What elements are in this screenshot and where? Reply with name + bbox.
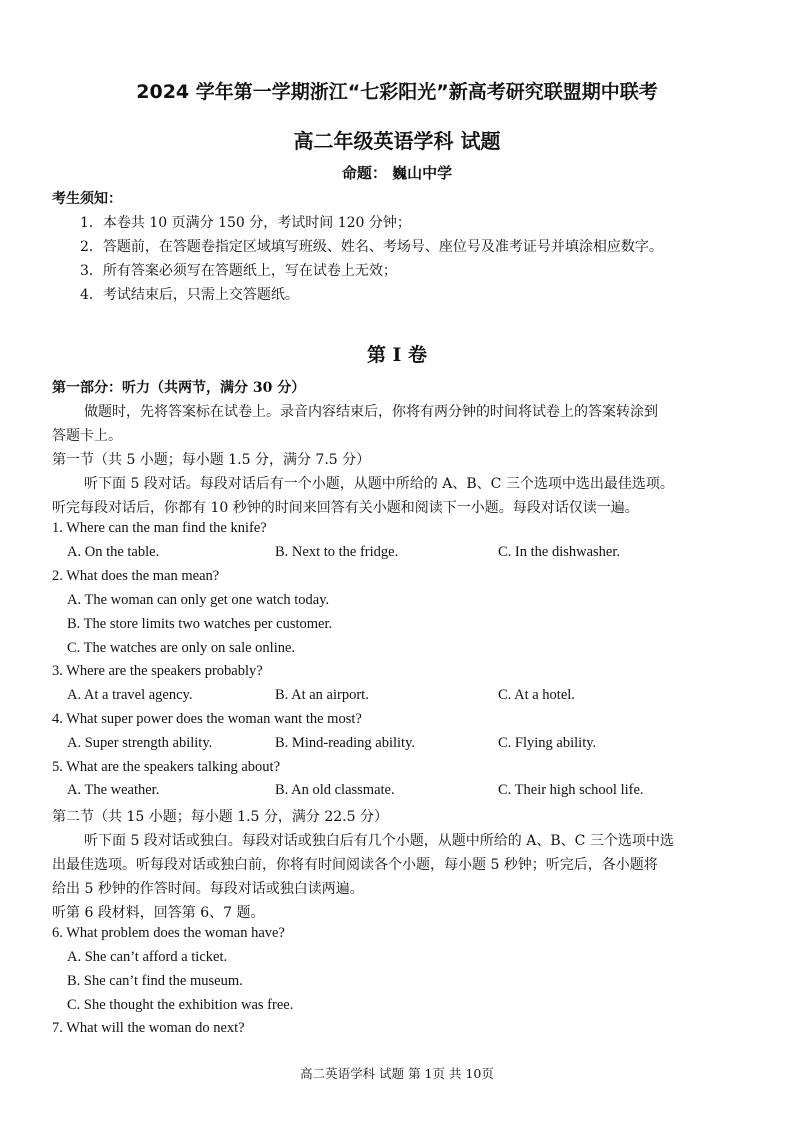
option-a: A. At a travel agency. [67,687,193,703]
exam-author: 命题： 巍山中学 [341,164,453,182]
question-stem: 7. What will the woman do next? [52,1020,245,1036]
option-a: A. The weather. [67,782,160,798]
option-c: C. At a hotel. [498,687,575,703]
question-stem: 1. Where can the man find the knife? [52,520,267,536]
option-b: B. She can’t find the museum. [67,973,243,989]
option-c: C. Their high school life. [498,782,644,798]
option-b: B. The store limits two watches per customer. [67,616,333,632]
option-b: B. An old classmate. [275,782,395,798]
option-a: A. She can’t afford a ticket. [67,949,228,965]
option-b: B. At an airport. [275,687,369,703]
option-a: A. Super strength ability. [67,735,213,751]
section2-instruction: 出最佳选项。听每段对话或独白前，你将有时间阅读各个小题，每小题 5 秒钟；听完后，各小题将 [52,857,658,873]
notice-item: 4．考试结束后，只需上交答题纸。 [80,287,299,303]
option-a: A. The woman can only get one watch today. [67,592,330,608]
option-c: C. In the dishwasher. [498,544,621,560]
section1-heading: 第一节（共 5 小题；每小题 1.5 分，满分 7.5 分） [52,452,371,468]
option-a: A. On the table. [67,544,160,560]
exam-subtitle: 高二年级英语学科 试题 [293,129,501,153]
option-c: C. Flying ability. [498,735,597,751]
question-stem: 5. What are the speakers talking about? [52,759,281,775]
notice-item: 2．答题前，在答题卷指定区域填写班级、姓名、考场号、座位号及准考证号并填涂相应数字。 [80,239,663,255]
material-note: 听第 6 段材料，回答第 6、7 题。 [52,905,265,921]
page-footer: 高二英语学科 试题 第 1页 共 10页 [300,1066,494,1081]
volume-heading: 第 I 卷 [366,344,428,366]
notice-item: 3．所有答案必须写在答题纸上，写在试卷上无效； [80,263,397,279]
question-stem: 2. What does the man mean? [52,568,220,584]
notice-heading: 考生须知： [52,191,122,207]
section2-instruction: 给出 5 秒钟的作答时间。每段对话或独白读两遍。 [52,881,364,897]
option-b: B. Mind-reading ability. [275,735,416,751]
part1-heading: 第一部分：听力（共两节，满分 30 分） [52,380,306,396]
question-stem: 3. Where are the speakers probably? [52,663,263,679]
option-c: C. The watches are only on sale online. [67,640,296,656]
part1-intro: 做题时，先将答案标在试卷上。录音内容结束后，你将有两分钟的时间将试卷上的答案转涂到 [84,404,658,420]
question-stem: 4. What super power does the woman want the most? [52,711,362,727]
option-b: B. Next to the fridge. [275,544,399,560]
option-c: C. She thought the exhibition was free. [67,997,294,1013]
part1-intro: 答题卡上。 [52,428,122,444]
question-stem: 6. What problem does the woman have? [52,925,285,941]
section1-instruction: 听下面 5 段对话。每段对话后有一个小题，从题中所给的 A、B、C 三个选项中选出最佳选项。 [84,476,674,492]
notice-item: 1．本卷共 10 页满分 150 分，考试时间 120 分钟； [80,215,411,231]
section2-heading: 第二节（共 15 小题；每小题 1.5 分，满分 22.5 分） [52,809,388,825]
exam-title: 2024 学年第一学期浙江“七彩阳光”新高考研究联盟期中联考 [136,81,658,103]
section1-instruction: 听完每段对话后，你都有 10 秒钟的时间来回答有关小题和阅读下一小题。每段对话仅读一遍。 [52,500,639,516]
section2-instruction: 听下面 5 段对话或独白。每段对话或独白后有几个小题，从题中所给的 A、B、C 三个选项中选 [84,833,674,849]
